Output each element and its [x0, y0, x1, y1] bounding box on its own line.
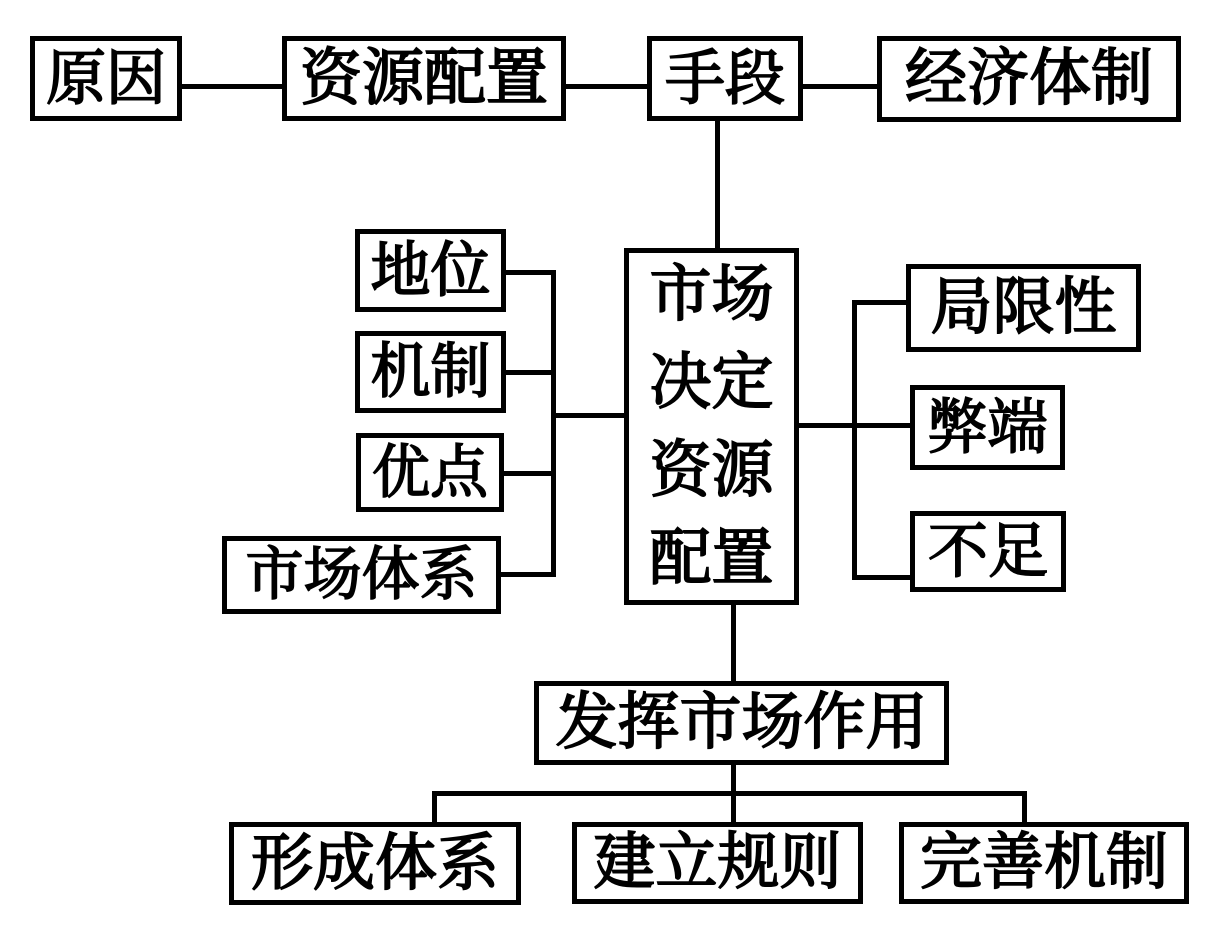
edge-left-bus: [551, 270, 556, 577]
node-mechanism-label: 机制: [370, 339, 491, 405]
node-market-role-label: 发挥市场作用: [555, 689, 928, 757]
edge-center-drawbacks: [799, 423, 910, 428]
node-form-system-label: 形成体系: [250, 829, 499, 898]
node-improve-mechanism: [899, 822, 1189, 904]
edge-market-system-bus: [501, 572, 556, 577]
node-means-label: 手段: [665, 45, 785, 112]
node-improve-mechanism-label: 完善机制: [919, 829, 1168, 897]
center-line-4: 配置: [649, 524, 774, 593]
edge-status-bus: [506, 270, 556, 275]
node-economic-system-label: 经济体制: [904, 45, 1153, 113]
edge-distribution-form-system: [432, 791, 437, 822]
node-limitations: [906, 264, 1141, 352]
node-deficiencies: [910, 511, 1066, 592]
node-cause: [30, 36, 182, 121]
node-market-decides-resource-allocation: [624, 248, 799, 605]
node-cause-label: 原因: [46, 45, 166, 112]
edge-bus-limitations: [852, 300, 906, 305]
node-drawbacks: [910, 385, 1065, 470]
node-advantages: [356, 433, 504, 512]
edge-distribution-improve-mechanism: [1022, 791, 1027, 822]
node-status-label: 地位: [370, 237, 491, 304]
node-establish-rules: [572, 822, 863, 904]
edge-cause-resource-allocation: [182, 84, 282, 89]
edge-resource-allocation-means: [566, 84, 647, 89]
center-line-3: 资源: [649, 436, 774, 505]
node-market-system-label: 市场体系: [245, 542, 478, 607]
node-establish-rules-label: 建立规则: [593, 829, 842, 897]
node-drawbacks-label: 弊端: [927, 394, 1048, 461]
node-mechanism: [355, 331, 506, 413]
node-deficiencies-label: 不足: [928, 518, 1048, 585]
edge-advantages-bus: [504, 471, 556, 476]
node-form-system: [229, 822, 521, 905]
node-market-role: [534, 681, 949, 765]
node-economic-system: [877, 36, 1181, 122]
node-means: [647, 36, 803, 121]
edge-bus-center-left: [551, 413, 624, 418]
center-line-1: 市场: [649, 260, 774, 329]
node-market-system: [222, 536, 501, 614]
edge-bus-deficiencies: [852, 575, 910, 580]
node-resource-allocation-label: 资源配置: [299, 44, 548, 113]
edge-means-economic-system: [803, 84, 877, 89]
edge-right-bus: [852, 300, 857, 580]
edge-center-market-role: [731, 605, 736, 681]
edge-bottom-distribution: [432, 791, 1027, 796]
edge-means-center: [715, 121, 720, 250]
center-line-2: 决定: [649, 348, 774, 417]
node-status: [355, 229, 506, 312]
node-resource-allocation: [282, 36, 566, 121]
node-advantages-label: 优点: [371, 439, 488, 505]
node-limitations-label: 局限性: [930, 274, 1117, 342]
edge-mechanism-bus: [506, 370, 556, 375]
